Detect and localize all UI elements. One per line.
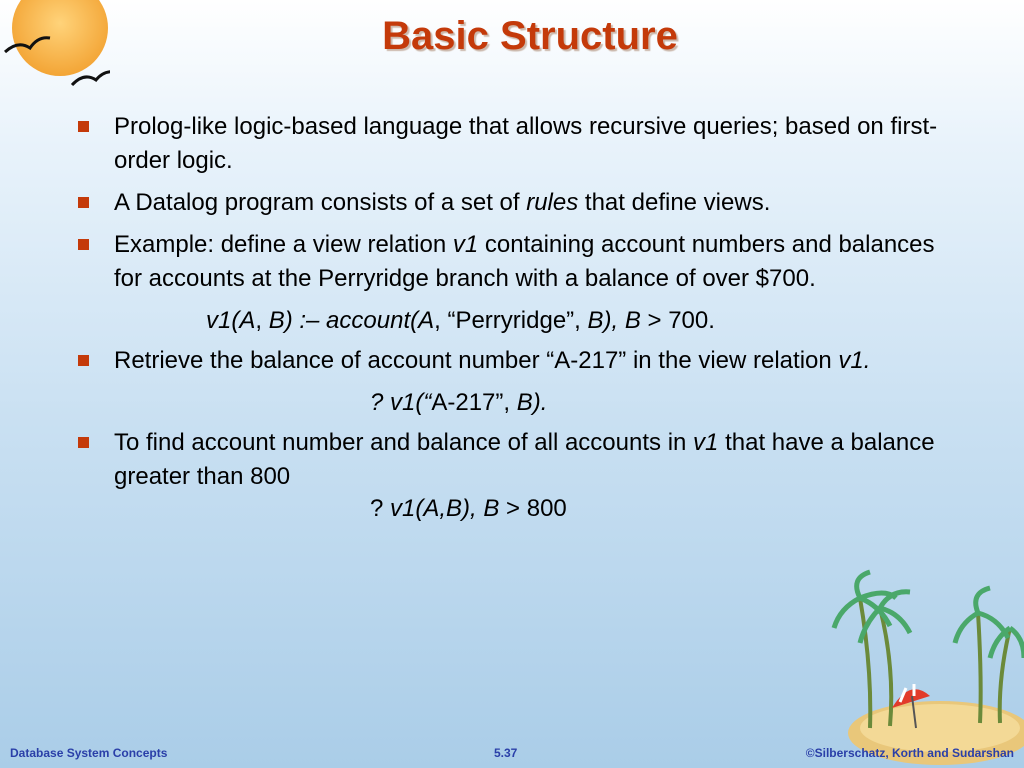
bullet-text: that have a balance greater than 800: [114, 429, 935, 490]
bullet-emphasis: rules: [526, 189, 579, 216]
bullet-marker-icon: [78, 437, 89, 448]
bullet-item: [78, 186, 938, 220]
bullet-marker-icon: [78, 121, 89, 132]
formula-part: > 700.: [640, 307, 715, 334]
bullet-text: To find account number and balance of all accounts in: [114, 429, 694, 456]
bullet-text: Retrieve the balance of account number “A-217” in the view relation: [114, 347, 839, 374]
formula-part: Perryridge”,: [455, 307, 588, 334]
palm-island-icon: [830, 568, 1024, 768]
formula-part: ? v1(“: [370, 389, 432, 416]
formula-part: v1(A,B), B: [390, 495, 500, 522]
datalog-query: [78, 492, 938, 526]
bullet-marker-icon: [78, 197, 89, 208]
footer-copyright: ©Silberschatz, Korth and Sudarshan: [805, 746, 1014, 760]
formula-part: B), B: [587, 307, 641, 334]
bullet-emphasis: v1: [693, 429, 719, 456]
formula-part: ?: [370, 495, 391, 522]
bullet-text: containing account numbers and balances for accounts at the Perryridge branch with a balance of over $700.: [114, 231, 935, 292]
bullet-item: [78, 228, 938, 296]
bullet-text: A Datalog program consists of a set of: [114, 189, 527, 216]
formula-part: ,: [255, 307, 269, 334]
formula-part: B) :– account(A: [268, 307, 435, 334]
formula-part: A-217”,: [431, 389, 517, 416]
sun-with-birds-icon: [0, 0, 110, 90]
footer-slide-number: 5.37: [494, 746, 518, 760]
formula-part: B).: [516, 389, 548, 416]
formula-part: > 800: [499, 495, 567, 522]
bullet-list: [78, 110, 938, 532]
bullet-emphasis: v1.: [838, 347, 871, 374]
bullet-text: Example: define a view relation: [114, 231, 453, 258]
slide-title: Basic Structure: [382, 14, 678, 58]
bullet-text: that define views.: [578, 189, 771, 216]
footer-course-title: Database System Concepts: [10, 746, 168, 760]
formula-part: , “: [434, 307, 456, 334]
datalog-rule: [78, 304, 938, 338]
bullet-text: Prolog-like logic-based language that allows recursive queries; based on first-order logic.: [114, 113, 938, 174]
bullet-item: [78, 426, 938, 494]
formula-part: v1(A: [206, 307, 256, 334]
bullet-marker-icon: [78, 239, 89, 250]
datalog-query: [78, 386, 938, 420]
bullet-marker-icon: [78, 355, 89, 366]
bullet-emphasis: v1: [452, 231, 479, 258]
bullet-item: [78, 110, 938, 178]
bullet-item: [78, 344, 938, 378]
